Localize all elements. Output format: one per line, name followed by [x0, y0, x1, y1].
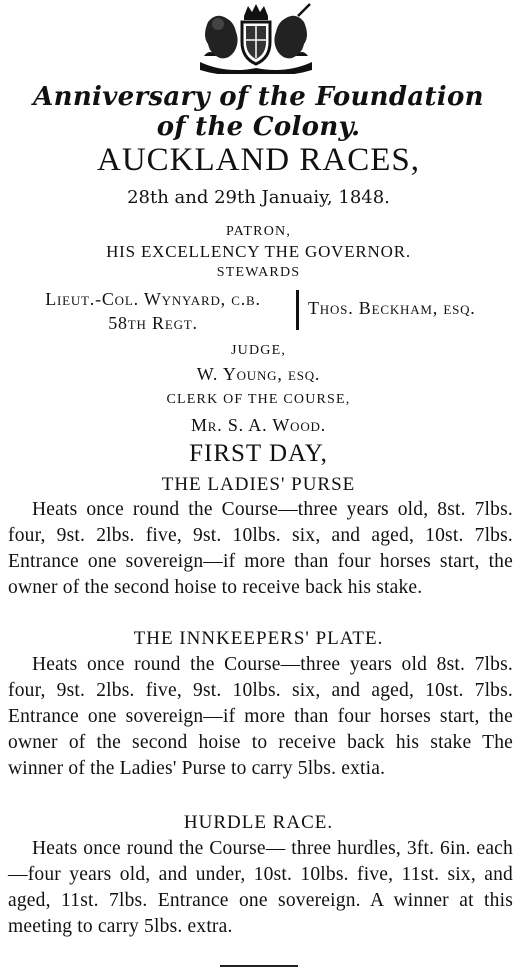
race-title: THE INNKEEPERS' PLATE.	[133, 628, 384, 649]
race-conditions: Heats once round the Course—three years old 8st. 7lbs. four, 9st. 2lbs. five, 9st. 10lbs. six, and aged, 10st. 7lbs. Entrance one sovereign—if more than four horses start, the owner of the second hoise to receive back his stake The winner of the Ladies' Purse to carry 5lbs. extia.	[8, 654, 513, 779]
patron-label: PATRON,	[225, 224, 292, 239]
royal-coat-of-arms-icon	[186, 2, 326, 74]
page-title: AUCKLAND RACES,	[96, 142, 421, 178]
race-title: HURDLE RACE.	[183, 812, 334, 833]
steward-right-name: Thos. Beckham, esq.	[308, 298, 476, 318]
steward-left-regiment: 58th Regt.	[108, 313, 198, 333]
judge-name: W. Young, esq.	[196, 364, 321, 384]
steward-left	[12, 287, 294, 335]
clerk-label: CLERK OF THE COURSE,	[166, 392, 351, 407]
headline-line-1: Anniversary of the Foundation	[33, 82, 484, 112]
closing-rule	[220, 965, 298, 967]
patron-name: HIS EXCELLENCY THE GOVERNOR.	[106, 242, 411, 261]
judge-label: JUDGE,	[230, 343, 287, 358]
steward-left-name: Lieut.-Col. Wynyard, c.b.	[45, 289, 261, 309]
stewards-label: STEWARDS	[216, 265, 301, 280]
clerk-name: Mr. S. A. Wood.	[190, 415, 327, 435]
race-conditions: Heats once round the Course— three hurdles, 3ft. 6in. each—four years old, and under, 10st. 10lbs. five, 11st. six, and aged, 11st. 7lbs. Entrance one sovereign. A winner at this meeting to carry 5lbs. extra.	[8, 838, 513, 937]
stewards-divider	[296, 290, 302, 330]
race-conditions: Heats once round the Course—three years old, 8st. 7lbs. four, 9st. 2lbs. five, 9st. 10lbs. six, and aged, 10st. 7lbs. Entrance one sovereign—if more than four horses start, the owner of the second hoise to receive back his stake.	[8, 499, 513, 598]
race-dates: 28th and 29th Januaiy, 1848.	[127, 187, 390, 208]
first-day-heading: FIRST DAY,	[189, 440, 328, 467]
headline-line-2: of the Colony.	[156, 112, 361, 142]
race-title: THE LADIES' PURSE	[161, 474, 356, 495]
